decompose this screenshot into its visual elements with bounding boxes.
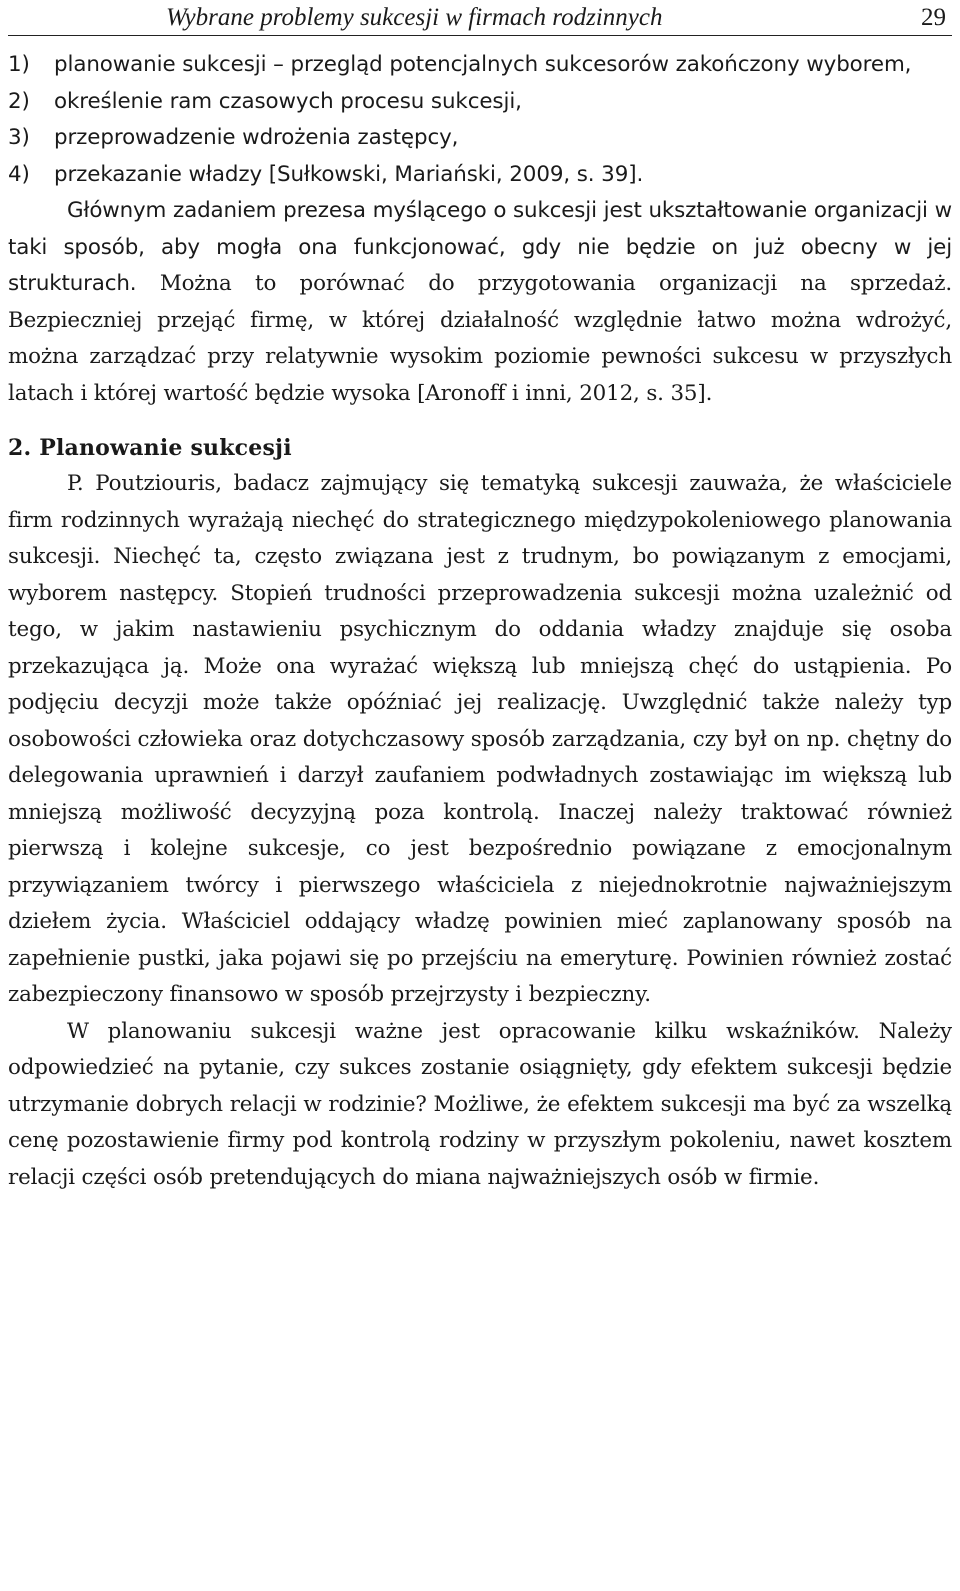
list-item-number: 4) bbox=[8, 161, 30, 187]
section-heading: 2. Planowanie sukcesji bbox=[8, 435, 292, 461]
list-item bbox=[8, 47, 952, 84]
list-item-number: 1) bbox=[8, 52, 30, 77]
list-item bbox=[8, 120, 952, 157]
list-item bbox=[8, 84, 952, 121]
running-title: Wybrane problemy sukcesji w firmach rodzinnych bbox=[166, 4, 663, 31]
list-item-text: określenie ram czasowych procesu sukcesji, bbox=[54, 88, 522, 114]
list-item bbox=[8, 157, 952, 194]
list-item-number: 3) bbox=[8, 125, 30, 150]
paragraph-indicators: W planowaniu sukcesji ważne jest opracowanie kilku wskaźników. Należy odpowiedzieć na pytanie, czy sukces zostanie osiągnięty, gdy efektem sukcesji będzie utrzymanie dobrych relacji w rodzinie? Możliwe, że efektem sukcesji ma być za wszelką cenę pozostawienie firmy pod kontrolą rodziny w przyszłym pokoleniu, nawet kosztem relacji części osób pretendujących do miana najważniejszych osób w firmie. bbox=[8, 1018, 952, 1190]
succession-steps-list bbox=[8, 47, 952, 193]
paragraph-poutziouris: P. Poutziouris, badacz zajmujący się tematyką sukcesji zauważa, że właściciele firm rodzinnych wyrażają niechęć do strategicznego międzypokoleniowego planowania sukcesji. Niechęć ta, często związana jest z trudnym, bo powiązanym z emocjami, wyborem następcy. Stopień trudności przeprowadzenia sukcesji można uzależnić od tego, w jakim nastawieniu psychicznym do oddania władzy znajduje się osoba przekazująca ją. Może ona wyrażać większą lub mniejszą chęć do ustąpienia. Po podjęciu decyzji może także opóźniać jej realizację. Uwzględnić także należy typ osobowości człowieka oraz dotychczasowy sposób zarządzania, czy był on np. chętny do delegowania uprawnień i darzył zaufaniem podwładnych zostawiając im większą lub mniejszą możliwość decyzyjną poza kontrolą. Inaczej należy traktować również pierwszą i kolejne sukcesje, co jest bezpośrednio powiązane z emocjonalnym przywiązaniem twórcy i pierwszego właściciela z niejednokrotnie najważniejszym dziełem życia. Właściciel oddający władzę powinien mieć zaplanowany sposób na zapełnienie pustki, jaka pojawi się po przejściu na emeryturę. Powinien również zostać zabezpieczony finansowo w sposób przejrzysty i bezpieczny. bbox=[8, 471, 952, 1007]
list-item-text: planowanie sukcesji – przegląd potencjalnych sukcesorów zakończony wyborem, bbox=[54, 52, 912, 77]
paragraph-serif-part: Można to porównać do przygotowania organizacji na sprzedaż. Bezpieczniej przejąć firmę, w której działalność względnie łatwo można wdrożyć, można zarządzać przy relatywnie wysokim poziomie pewności sukcesu w przyszłych latach i której wartość będzie wysoka [Aronoff i inni, 2012, s. 35]. bbox=[8, 271, 952, 406]
paragraph-ceo-task bbox=[8, 193, 952, 412]
list-item-text: przekazanie władzy [Sułkowski, Mariański, 2009, s. 39]. bbox=[54, 161, 644, 187]
paragraph-sans-part: Głównym zadaniem prezesa myślącego o sukcesji jest ukształtowanie organizacji w taki sposób, aby mogła ona funkcjonować, gdy nie będzie on już obecny w jej strukturach. bbox=[8, 198, 952, 296]
list-item-text: przeprowadzenie wdrożenia zastępcy, bbox=[54, 125, 459, 150]
list-item-number: 2) bbox=[8, 88, 30, 114]
page-number: 29 bbox=[921, 4, 946, 31]
document-page bbox=[8, 0, 952, 1196]
running-header bbox=[8, 2, 952, 36]
